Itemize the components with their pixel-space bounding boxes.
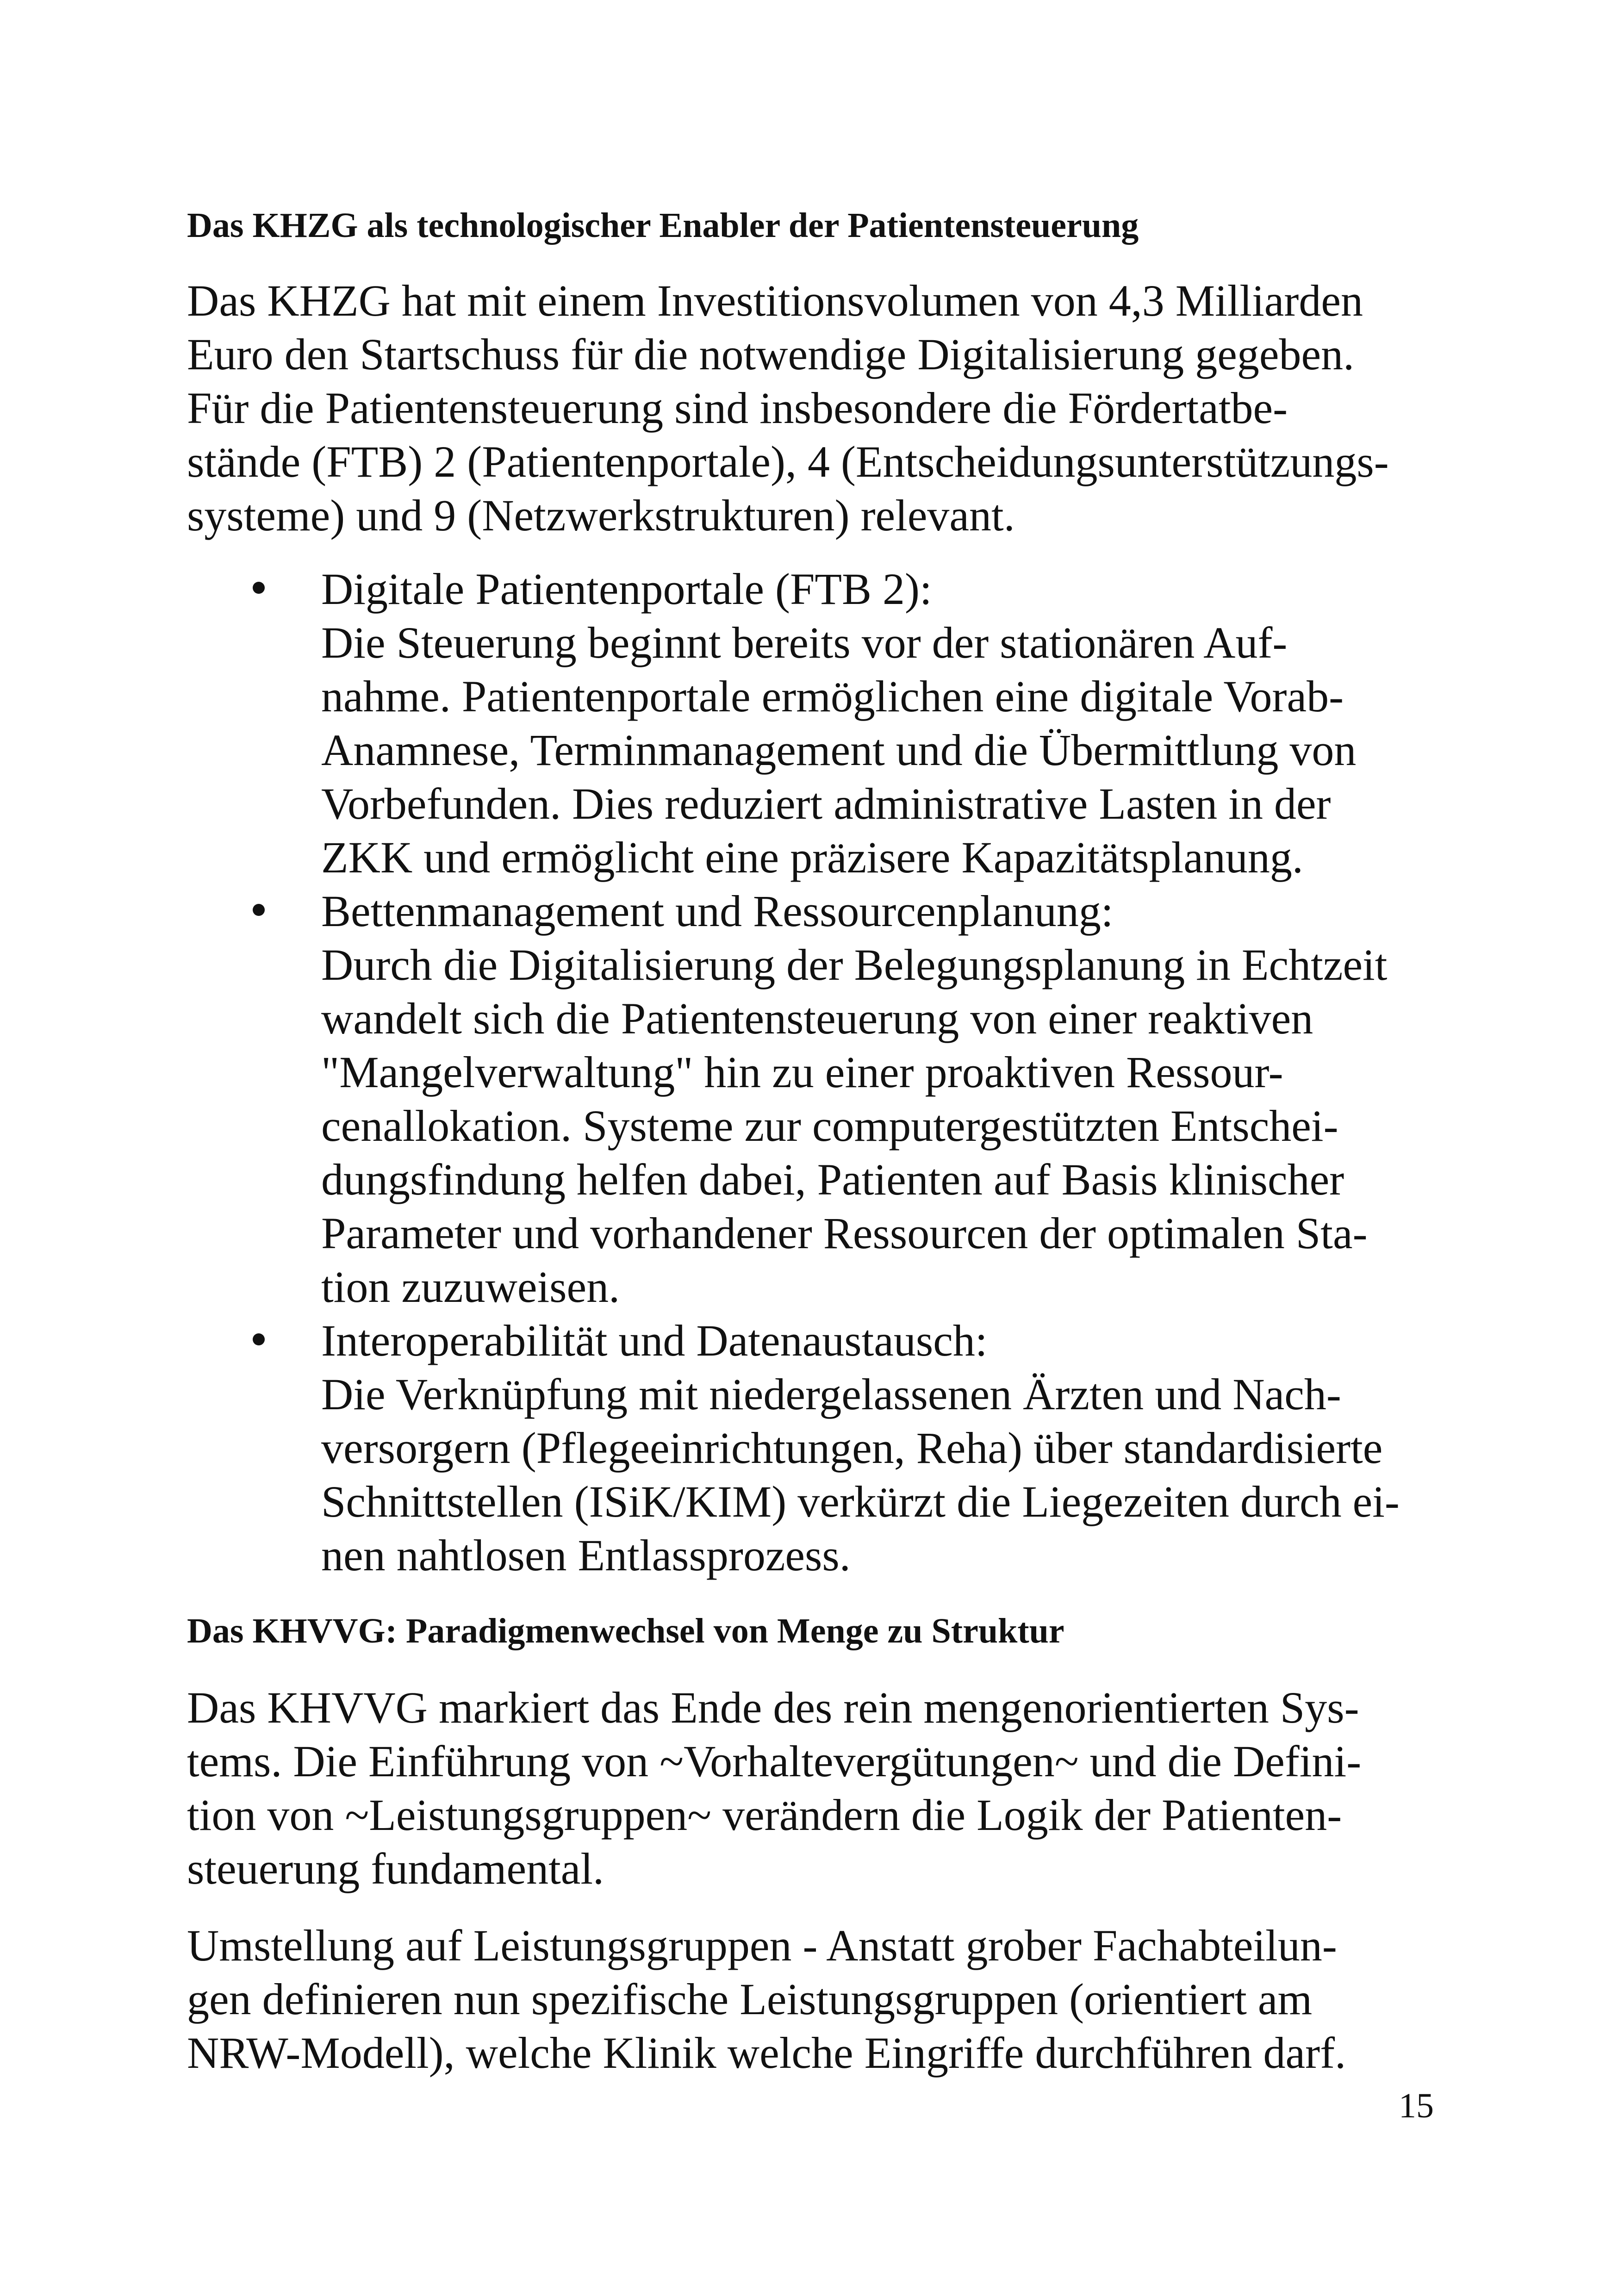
text-line: Anamnese, Terminmanagement und die Übermittlung von — [321, 725, 1357, 775]
text-line: gen definieren nun spezifische Leistungsgruppen (orientiert am — [187, 1974, 1313, 2024]
page-number: 15 — [1399, 2086, 1434, 2125]
text-line: cenallokation. Systeme zur computergestützten Entschei- — [321, 1101, 1338, 1151]
text-line: Durch die Digitalisierung der Belegungsplanung in Echtzeit — [321, 940, 1388, 989]
text-line: tion zuzuweisen. — [321, 1262, 620, 1312]
bullet-text — [321, 1314, 1400, 1582]
text-line: ZKK und ermöglicht eine präzisere Kapazitätsplanung. — [321, 833, 1303, 882]
text-line: Die Steuerung beginnt bereits vor der stationären Auf- — [321, 618, 1288, 667]
text-line: Umstellung auf Leistungsgruppen - Anstatt grober Fachabteilun- — [187, 1921, 1337, 1970]
text-line: nahme. Patientenportale ermöglichen eine digitale Vorab- — [321, 672, 1344, 721]
section-heading-khvvg: Das KHVVG: Paradigmenwechsel von Menge zu Struktur — [187, 1612, 1064, 1650]
text-line: nen nahtlosen Entlassprozess. — [321, 1531, 851, 1580]
bullet-text — [321, 884, 1387, 1314]
bullet-title: Interoperabilität und Datenaustausch: — [321, 1316, 988, 1365]
bullet-icon — [253, 582, 265, 594]
text-line: wandelt sich die Patientensteuerung von einer reaktiven — [321, 994, 1313, 1043]
section-heading-khzg: Das KHZG als technologischer Enabler der Patientensteuerung — [187, 206, 1139, 245]
text-line: Die Verknüpfung mit niedergelassenen Ärzten und Nach- — [321, 1369, 1341, 1419]
text-line: Parameter und vorhandener Ressourcen der optimalen Sta- — [321, 1208, 1368, 1258]
text-line: NRW-Modell), welche Klinik welche Eingriffe durchführen darf. — [187, 2028, 1346, 2078]
text-line: Für die Patientensteuerung sind insbesondere die Fördertatbe- — [187, 383, 1288, 433]
text-line: versorgern (Pflegeeinrichtungen, Reha) über standardisierte — [321, 1423, 1383, 1473]
text-line: Euro den Startschuss für die notwendige Digitalisierung gegeben. — [187, 330, 1355, 379]
bullet-title: Digitale Patientenportale (FTB 2): — [321, 564, 932, 614]
text-line: tion von ~Leistungsgruppen~ verändern die Logik der Patienten- — [187, 1790, 1342, 1840]
khvvg-paragraph-1 — [187, 1681, 1361, 1896]
text-line: dungsfindung helfen dabei, Patienten auf Basis klinischer — [321, 1155, 1344, 1204]
bullet-title: Bettenmanagement und Ressourcenplanung: — [321, 886, 1114, 936]
text-line: systeme) und 9 (Netzwerkstrukturen) relevant. — [187, 491, 1015, 540]
khzg-intro-paragraph — [187, 274, 1389, 542]
bullet-text — [321, 562, 1356, 884]
text-line: stände (FTB) 2 (Patientenportale), 4 (Entscheidungsunterstützungs- — [187, 437, 1389, 486]
text-line: steuerung fundamental. — [187, 1844, 604, 1893]
text-line: Vorbefunden. Dies reduziert administrative Lasten in der — [321, 779, 1331, 828]
text-line: Das KHZG hat mit einem Investitionsvolumen von 4,3 Milliarden — [187, 276, 1363, 325]
khvvg-paragraph-2 — [187, 1919, 1346, 2080]
text-line: Das KHVVG markiert das Ende des rein mengenorientierten Sys- — [187, 1683, 1359, 1732]
text-line: tems. Die Einführung von ~Vorhaltevergütungen~ und die Defini- — [187, 1736, 1362, 1786]
text-line: "Mangelverwaltung" hin zu einer proaktiven Ressour- — [321, 1047, 1283, 1097]
bullet-icon — [253, 904, 265, 916]
text-line: Schnittstellen (ISiK/KIM) verkürzt die Liegezeiten durch ei- — [321, 1477, 1400, 1526]
bullet-icon — [253, 1333, 265, 1345]
